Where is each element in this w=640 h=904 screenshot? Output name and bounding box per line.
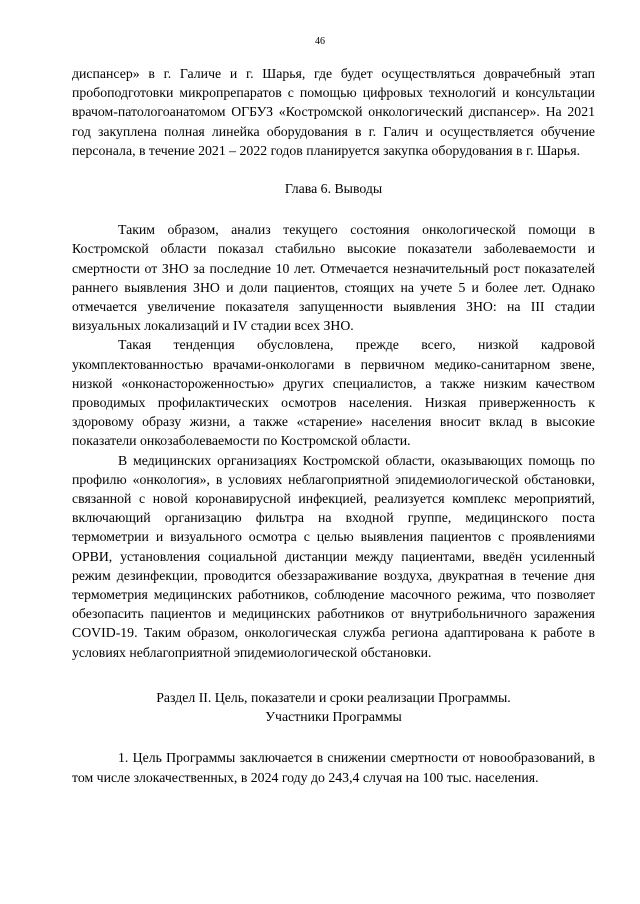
chapter-heading: Глава 6. Выводы bbox=[284, 181, 383, 197]
paragraph-conclusions-3: В медицинских организациях Костромской области, оказывающих помощь по профилю «онкология», в условиях неблагоприятной эпидемиологической обстановки, связанной с новой коронавирусной инфекцией, реализуется комплекс мероприятий, включающий организацию фильтра на входной группе, медицинского поста термометрии и визуального осмотра с целью выявления пациентов с проявлениями ОРВИ, установления социальной дистанции между пациентами, введён усиленный режим дезинфекции, проводится обеззараживание воздуха, двукратная в течение дня термометрия медицинских работников, соблюдение масочного режима, что позволяет обезопасить пациентов и медицинских работников от внутрибольничного заражения COVID-19. Таким образом, онкологическая служба региона адаптирована к работе в условиях неблагоприятной эпидемиологической обстановки. bbox=[72, 452, 595, 660]
section-heading-line-1: Раздел II. Цель, показатели и сроки реализации Программы. bbox=[156, 689, 511, 705]
paragraph-continuation: диспансер» в г. Галиче и г. Шарья, где будет осуществляться доврачебный этап пробоподготовки микропрепаратов с помощью цифровых технологий и консультации врачом-патологоанатомом ОГБУЗ «Костромской онкологический диспансер». На 2021 год закуплена полная линейка оборудования в г. Галич и осуществляется обучение персонала, в течение 2021 – 2022 годов планируется закупка оборудования в г. Шарья. bbox=[72, 66, 595, 158]
page-number: 46 bbox=[315, 36, 325, 47]
section-heading-line-2: Участники Программы bbox=[265, 709, 402, 725]
paragraph-program-goal: 1. Цель Программы заключается в снижении смертности от новообразований, в том числе злокачественных, в 2024 году до 243,4 случая на 100 тыс. населения. bbox=[72, 750, 595, 785]
paragraph-conclusions-2: Такая тенденция обусловлена, прежде всего, низкой кадровой укомплектованностью врачами-онкологами в первичном медико-санитарном звене, низкой «онконастороженностью» других специалистов, а также низким качеством проводимых профилактических осмотров населения. Низкая приверженность к здоровому образу жизни, а также «старение» населения вносит вклад в высокие показатели онкозаболеваемости по Костромской области. bbox=[72, 337, 595, 449]
paragraph-conclusions-1: Таким образом, анализ текущего состояния онкологической помощи в Костромской области показал стабильно высокие показатели заболеваемости и смертности от ЗНО за последние 10 лет. Отмечается незначительный рост показателей раннего выявления ЗНО и доли пациентов, стоящих на учете 5 и более лет. Однако отмечается увеличение показателя запущенности выявления ЗНО: на III стадии визуальных локализаций и IV стадии всех ЗНО. bbox=[72, 222, 595, 334]
document-body bbox=[72, 64, 595, 787]
